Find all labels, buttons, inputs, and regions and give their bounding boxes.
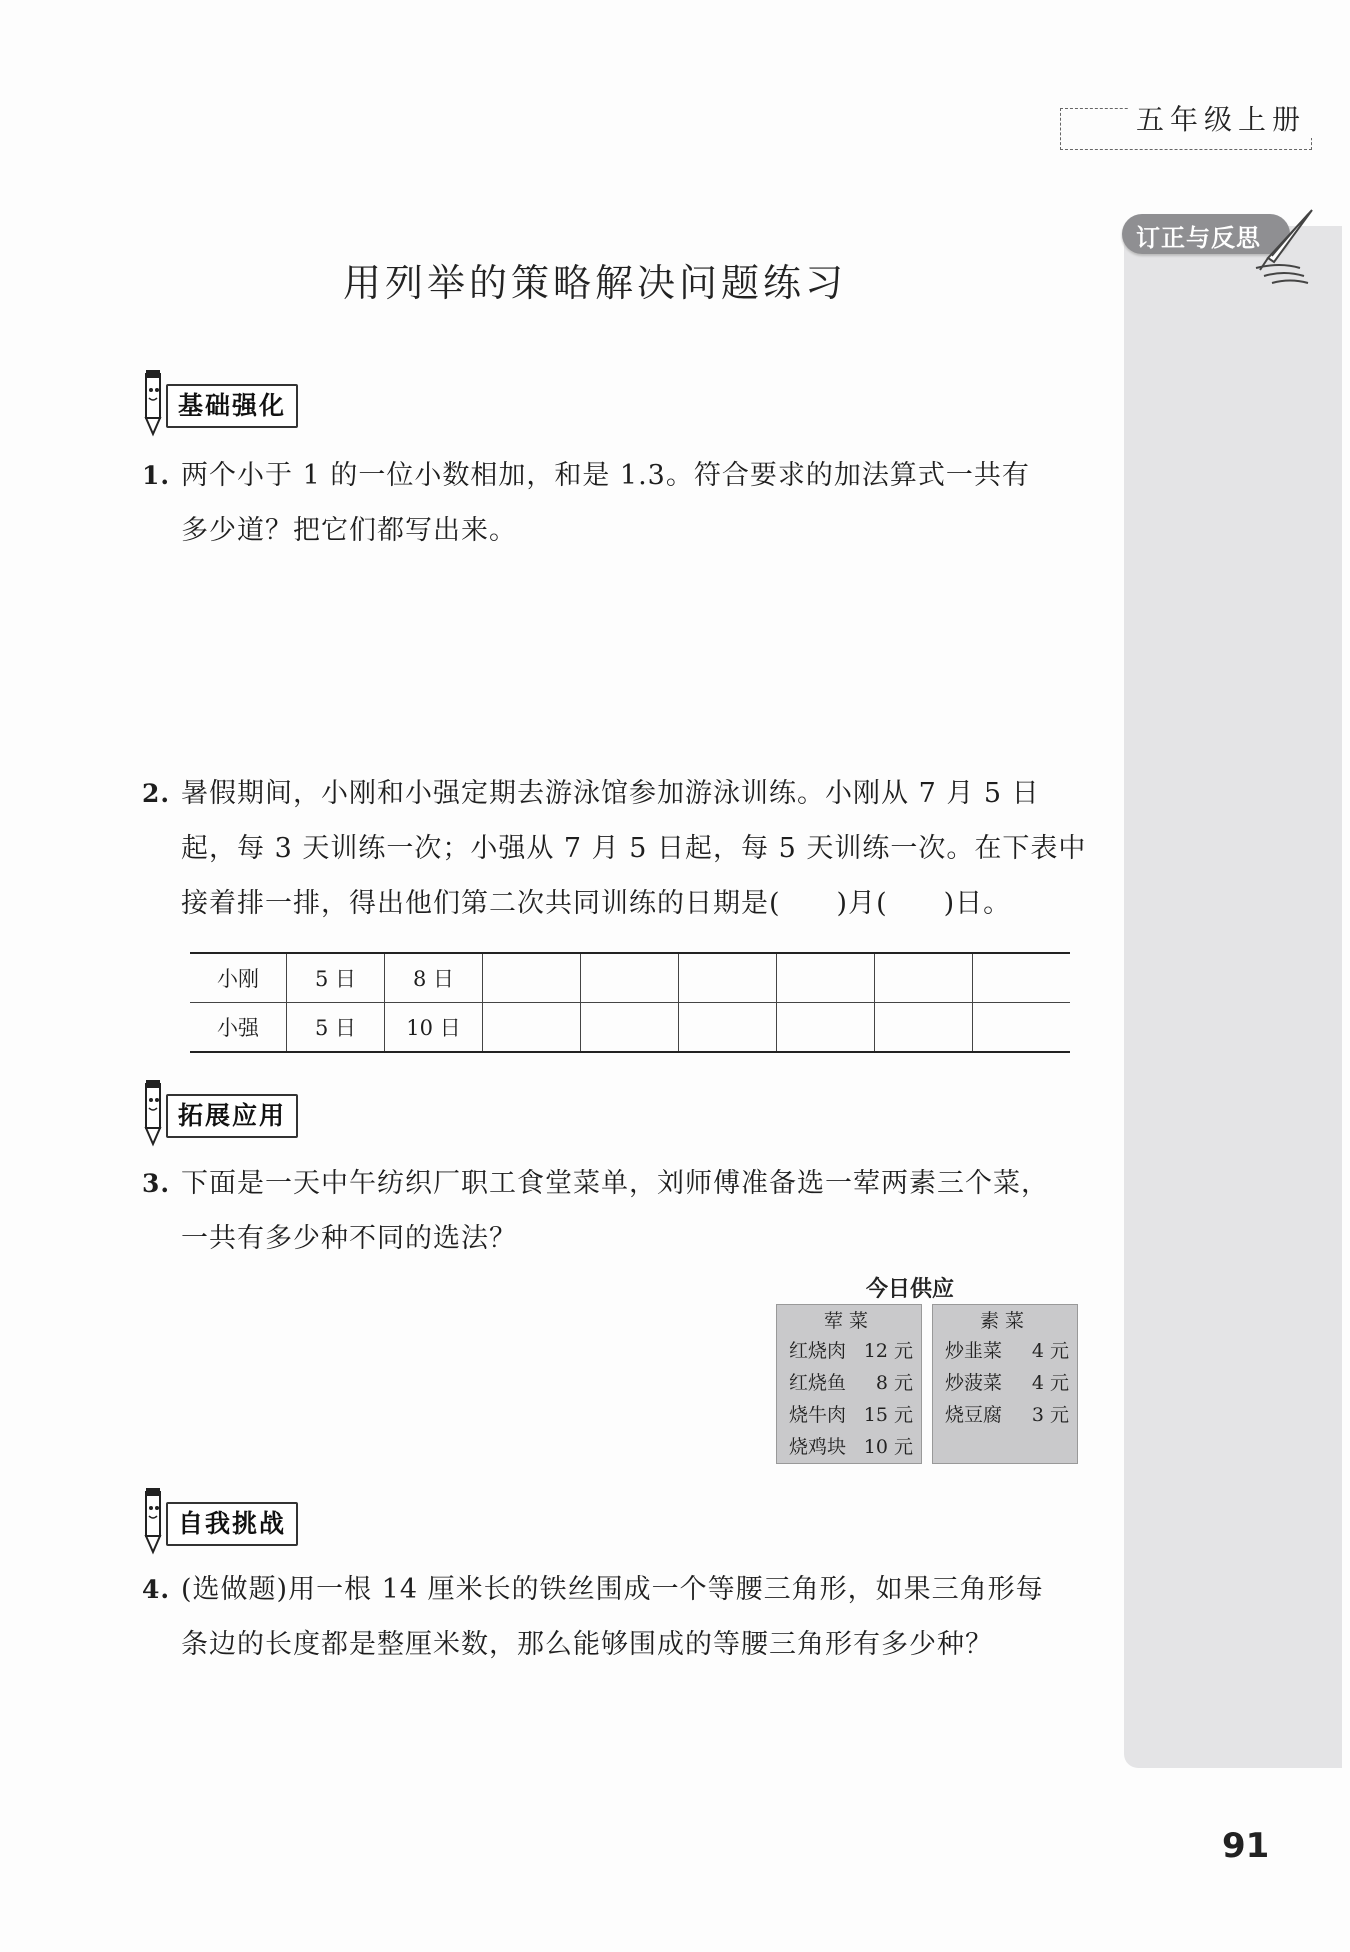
question-text-line: 多少道？把它们都写出来。 <box>181 515 517 546</box>
training-schedule-table <box>190 952 1070 1053</box>
question-text-line: 一共有多少种不同的选法？ <box>181 1223 517 1254</box>
table-row-header: 小强 <box>190 1003 287 1053</box>
question-number: 4. <box>142 1575 171 1604</box>
question-1 <box>142 448 1082 558</box>
question-text-line: 暑假期间，小刚和小强定期去游泳馆参加游泳训练。小刚从 7 月 5 日 <box>181 778 1040 809</box>
menu-item-price: 8 元 <box>875 1372 913 1394</box>
correction-sidebar <box>1124 226 1342 1768</box>
question-text-line: 下面是一天中午纺织厂职工食堂菜单，刘师傅准备选一荤两素三个菜， <box>181 1168 1049 1199</box>
table-cell[interactable] <box>679 953 777 1003</box>
menu-item <box>777 1399 921 1431</box>
page-number: 91 <box>1222 1826 1270 1866</box>
grade-label: 五年级上册 <box>1128 98 1314 138</box>
table-cell[interactable] <box>875 1003 973 1053</box>
table-row <box>190 953 1070 1003</box>
table-cell[interactable] <box>483 953 581 1003</box>
table-cell[interactable] <box>483 1003 581 1053</box>
menu-item-name: 烧牛肉 <box>789 1404 847 1426</box>
correction-tab-label: 订正与反思 <box>1136 224 1261 252</box>
menu-item-price: 3 元 <box>1031 1404 1069 1426</box>
menu-item-name: 烧鸡块 <box>789 1436 847 1458</box>
menu-item-name: 红烧肉 <box>789 1340 847 1362</box>
menu-item-name: 烧豆腐 <box>945 1404 1003 1426</box>
menu-item-name: 炒菠菜 <box>945 1372 1003 1394</box>
question-number: 2. <box>142 779 171 808</box>
question-text-line: 起，每 3 天训练一次；小强从 7 月 5 日起，每 5 天训练一次。在下表中 <box>181 833 1087 864</box>
menu-veg-column <box>932 1304 1078 1464</box>
menu-item-price: 15 元 <box>863 1404 913 1426</box>
menu-item <box>933 1367 1077 1399</box>
table-cell[interactable] <box>777 1003 875 1053</box>
table-row <box>190 1003 1070 1053</box>
section-challenge <box>138 1486 468 1546</box>
question-number: 1. <box>142 461 171 490</box>
table-cell[interactable] <box>679 1003 777 1053</box>
quill-pen-icon <box>1250 206 1322 286</box>
menu-item-price: 12 元 <box>863 1340 913 1362</box>
menu-item-price: 4 元 <box>1031 1340 1069 1362</box>
section-title-basic: 基础强化 <box>166 384 298 428</box>
question-3 <box>142 1156 1082 1266</box>
table-cell: 10 日 <box>385 1003 483 1053</box>
menu-veg-heading: 素菜 <box>979 1310 1030 1332</box>
question-number: 3. <box>142 1169 171 1198</box>
menu-item <box>777 1335 921 1367</box>
page-title: 用列举的策略解决问题练习 <box>342 261 847 305</box>
question-2 <box>142 766 1087 931</box>
table-cell[interactable] <box>777 953 875 1003</box>
menu-meat-column <box>776 1304 922 1464</box>
question-text-line: 条边的长度都是整厘米数，那么能够围成的等腰三角形有多少种？ <box>181 1629 993 1660</box>
menu-item-price: 4 元 <box>1031 1372 1069 1394</box>
question-text-line: 接着排一排，得出他们第二次共同训练的日期是( )月( )日。 <box>181 888 1012 919</box>
question-text-line: 两个小于 1 的一位小数相加，和是 1.3。符合要求的加法算式一共有 <box>181 460 1030 491</box>
menu-meat-heading: 荤菜 <box>823 1310 874 1332</box>
section-extend <box>138 1078 468 1138</box>
table-cell[interactable] <box>581 953 679 1003</box>
table-cell: 8 日 <box>385 953 483 1003</box>
pencil-mascot-icon <box>138 1078 168 1148</box>
question-4 <box>142 1562 1082 1672</box>
pencil-mascot-icon <box>138 368 168 438</box>
menu-item <box>777 1431 921 1463</box>
menu-item <box>933 1399 1077 1431</box>
section-title-challenge: 自我挑战 <box>166 1502 298 1546</box>
section-basic <box>138 368 468 428</box>
table-cell[interactable] <box>581 1003 679 1053</box>
pencil-mascot-icon <box>138 1486 168 1556</box>
table-cell[interactable] <box>973 953 1071 1003</box>
menu-item-name: 红烧鱼 <box>789 1372 847 1394</box>
menu-item <box>777 1367 921 1399</box>
menu-title: 今日供应 <box>866 1277 955 1302</box>
menu-item-name: 炒韭菜 <box>945 1340 1003 1362</box>
table-row-header: 小刚 <box>190 953 287 1003</box>
table-cell[interactable] <box>875 953 973 1003</box>
table-cell: 5 日 <box>287 1003 385 1053</box>
section-title-extend: 拓展应用 <box>166 1094 298 1138</box>
table-cell[interactable] <box>973 1003 1071 1053</box>
question-text-line: (选做题)用一根 14 厘米长的铁丝围成一个等腰三角形，如果三角形每 <box>181 1574 1044 1605</box>
table-cell: 5 日 <box>287 953 385 1003</box>
menu-item-price: 10 元 <box>863 1436 913 1458</box>
menu-item <box>933 1335 1077 1367</box>
